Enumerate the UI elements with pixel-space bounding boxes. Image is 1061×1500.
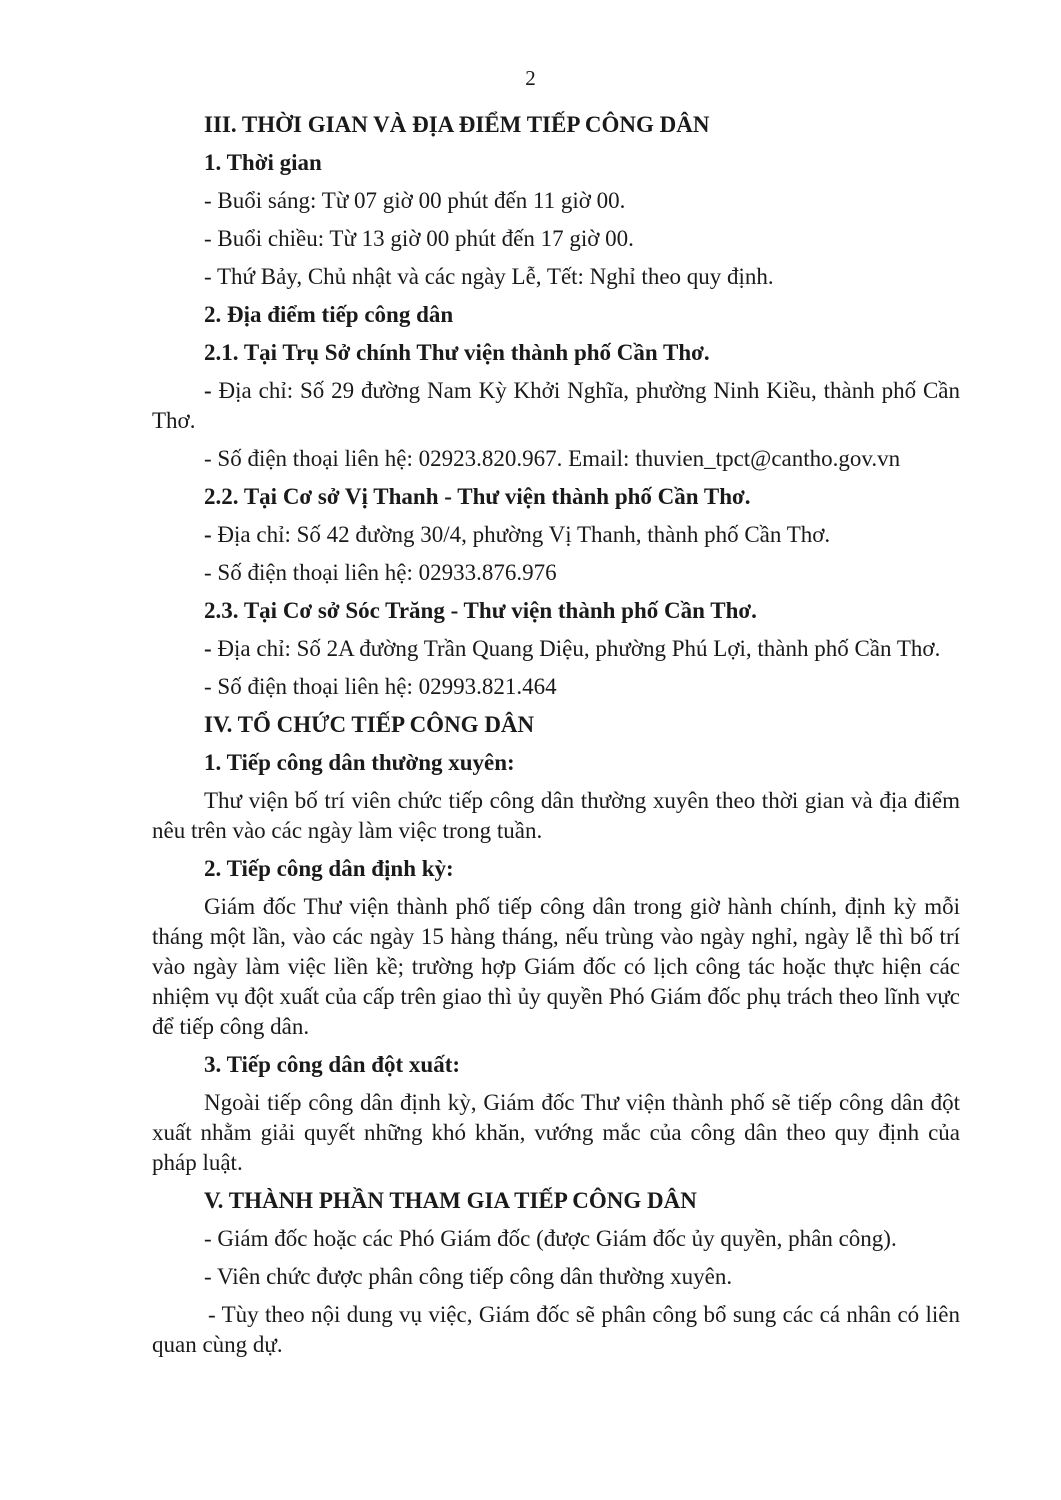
location-soctrang-address-text: Địa chỉ: Số 2A đường Trần Quang Diệu, phường Phú Lợi, thành phố Cần Thơ. bbox=[211, 636, 941, 661]
section-3-title: III. THỜI GIAN VÀ ĐỊA ĐIỂM TIẾP CÔNG DÂN bbox=[204, 112, 710, 137]
section-4-title: IV. TỔ CHỨC TIẾP CÔNG DÂN bbox=[204, 712, 535, 737]
location-soctrang-phone: - Số điện thoại liên hệ: 02993.821.464 bbox=[204, 674, 557, 699]
time-afternoon: - Buổi chiều: Từ 13 giờ 00 phút đến 17 giờ 00. bbox=[204, 226, 634, 251]
location-main-heading: 2.1. Tại Trụ Sở chính Thư viện thành phố Cần Thơ. bbox=[204, 340, 710, 365]
participant-item-2: - Viên chức được phân công tiếp công dân thường xuyên. bbox=[204, 1264, 733, 1289]
time-weekend: - Thứ Bảy, Chủ nhật và các ngày Lễ, Tết: Nghỉ theo quy định. bbox=[204, 264, 774, 289]
regular-heading: 1. Tiếp công dân thường xuyên: bbox=[204, 750, 515, 775]
regular-text: Thư viện bố trí viên chức tiếp công dân thường xuyên theo thời gian và địa điểm nêu trên vào các ngày làm việc trong tuần. bbox=[152, 788, 960, 843]
unscheduled-text: Ngoài tiếp công dân định kỳ, Giám đốc Thư viện thành phố sẽ tiếp công dân đột xuất nhằm giải quyết những khó khăn, vướng mắc của công dân theo quy định của pháp luật. bbox=[152, 1090, 960, 1175]
location-soctrang-address bbox=[152, 634, 960, 664]
location-soctrang-heading: 2.3. Tại Cơ sở Sóc Trăng - Thư viện thành phố Cần Thơ. bbox=[204, 598, 757, 623]
page-number: 2 bbox=[525, 66, 536, 90]
location-vithanh-phone: - Số điện thoại liên hệ: 02933.876.976 bbox=[204, 560, 557, 585]
location-vithanh-address-dash: - bbox=[204, 522, 212, 547]
location-main-address bbox=[152, 376, 960, 436]
document-body bbox=[152, 110, 960, 1368]
location-soctrang-address-dash: - bbox=[204, 636, 212, 661]
participant-item-3: - Tùy theo nội dung vụ việc, Giám đốc sẽ phân công bổ sung các cá nhân có liên quan cùng dự. bbox=[152, 1302, 960, 1357]
periodic-text: Giám đốc Thư viện thành phố tiếp công dân trong giờ hành chính, định kỳ mỗi tháng một lần, vào các ngày 15 hàng tháng, nếu trùng vào ngày nghỉ, ngày lễ thì bố trí vào ngày làm việc liền kề; trường hợp Giám đốc có lịch công tác hoặc thực hiện các nhiệm vụ đột xuất của cấp trên giao thì ủy quyền Phó Giám đốc phụ trách theo lĩnh vực để tiếp công dân. bbox=[152, 894, 960, 1039]
section-5-title: V. THÀNH PHẦN THAM GIA TIẾP CÔNG DÂN bbox=[204, 1188, 697, 1213]
location-vithanh-heading: 2.2. Tại Cơ sở Vị Thanh - Thư viện thành phố Cần Thơ. bbox=[204, 484, 751, 509]
participant-item-1: - Giám đốc hoặc các Phó Giám đốc (được Giám đốc ủy quyền, phân công). bbox=[204, 1226, 897, 1251]
location-main-address-text: Địa chỉ: Số 29 đường Nam Kỳ Khởi Nghĩa, phường Ninh Kiều, thành phố Cần Thơ. bbox=[152, 378, 960, 433]
location-main-address-dash: - bbox=[204, 378, 212, 403]
time-heading: 1. Thời gian bbox=[204, 150, 322, 175]
time-morning: - Buổi sáng: Từ 07 giờ 00 phút đến 11 giờ 00. bbox=[204, 188, 626, 213]
periodic-heading: 2. Tiếp công dân định kỳ: bbox=[204, 856, 454, 881]
unscheduled-heading: 3. Tiếp công dân đột xuất: bbox=[204, 1052, 461, 1077]
location-main-phone: - Số điện thoại liên hệ: 02923.820.967. Email: thuvien_tpct@cantho.gov.vn bbox=[204, 446, 901, 471]
location-vithanh-address-text: Địa chỉ: Số 42 đường 30/4, phường Vị Thanh, thành phố Cần Thơ. bbox=[211, 522, 831, 547]
location-vithanh-address bbox=[152, 520, 960, 550]
location-heading: 2. Địa điểm tiếp công dân bbox=[204, 302, 454, 327]
